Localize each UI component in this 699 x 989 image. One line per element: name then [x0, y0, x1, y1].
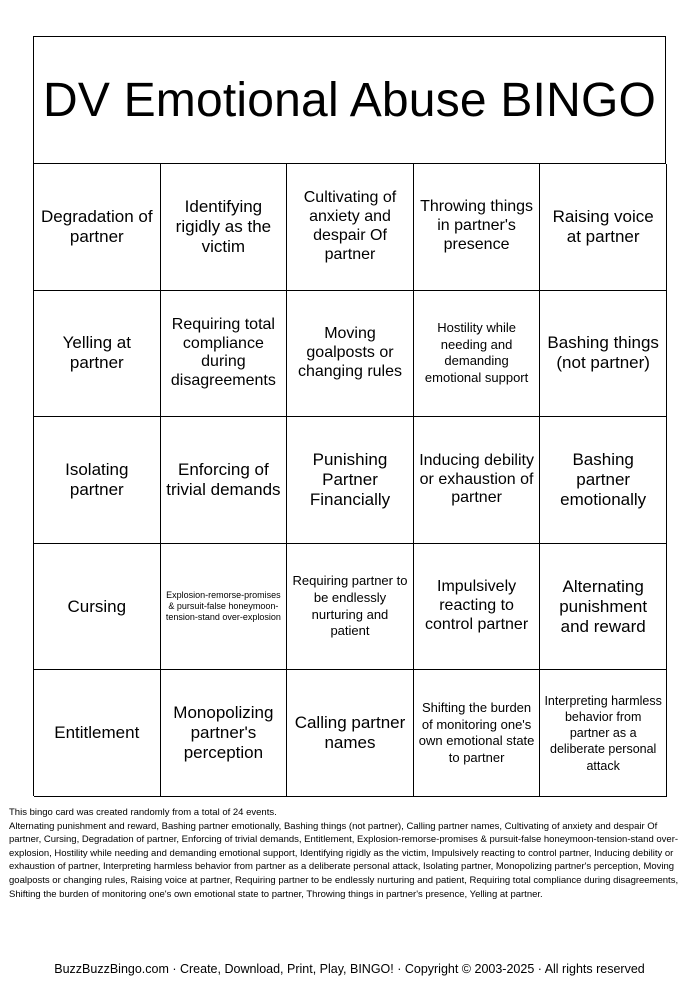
- bingo-cell: Explosion-remorse-promises & pursuit-false honeymoon-tension-stand over-explosion: [161, 544, 288, 671]
- event-list-info: [9, 806, 691, 901]
- bingo-cell: Impulsively reacting to control partner: [414, 544, 541, 671]
- bingo-grid: [34, 164, 667, 797]
- bingo-cell: Raising voice at partner: [540, 164, 667, 291]
- bingo-cell: Moving goalposts or changing rules: [287, 291, 414, 418]
- bingo-card: [33, 36, 666, 796]
- bingo-cell: Shifting the burden of monitoring one's own emotional state to partner: [414, 670, 541, 797]
- bingo-cell: Cursing: [34, 544, 161, 671]
- bingo-cell: Cultivating of anxiety and despair Of partner: [287, 164, 414, 291]
- bingo-cell: Requiring total compliance during disagreements: [161, 291, 288, 418]
- card-title: DV Emotional Abuse BINGO: [34, 37, 666, 164]
- copyright-footer: BuzzBuzzBingo.com · Create, Download, Print, Play, BINGO! · Copyright © 2003-2025 · All rights reserved: [54, 962, 645, 976]
- bingo-cell: Entitlement: [34, 670, 161, 797]
- bingo-cell: Alternating punishment and reward: [540, 544, 667, 671]
- bingo-cell: Requiring partner to be endlessly nurturing and patient: [287, 544, 414, 671]
- bingo-cell: Degradation of partner: [34, 164, 161, 291]
- bingo-cell: Throwing things in partner's presence: [414, 164, 541, 291]
- bingo-cell: Isolating partner: [34, 417, 161, 544]
- bingo-cell: Enforcing of trivial demands: [161, 417, 288, 544]
- event-list: Alternating punishment and reward, Bashing partner emotionally, Bashing things (not partner), Calling partner names, Cultivating of anxiety and despair Of partner, Cursing, Degradation of partner, Enforcing of trivial demands, Entitlement, Explosion-remorse-promises & pursuit-false honeymoon-tension-stand over-explosion, Hostility while needing and demanding emotional support, Identifying rigidly as the victim, Impulsively reacting to control partner, Inducing debility or exhaustion of partner, Interpreting harmless behavior from partner as a deliberate personal attack, Isolating partner, Monopolizing partner's perception, Moving goalposts or changing rules, Raising voice at partner, Requiring partner to be endlessly nurturing and patient, Requiring total compliance during disagreements, Shifting the burden of monitoring one's own emotional state to partner, Throwing things in partner's presence, Yelling at partner.: [9, 820, 679, 900]
- info-summary: This bingo card was created randomly from a total of 24 events.: [9, 807, 277, 818]
- bingo-cell: Identifying rigidly as the victim: [161, 164, 288, 291]
- bingo-cell: Interpreting harmless behavior from partner as a deliberate personal attack: [540, 670, 667, 797]
- bingo-cell: Bashing things (not partner): [540, 291, 667, 418]
- bingo-cell: Hostility while needing and demanding emotional support: [414, 291, 541, 418]
- bingo-cell: Punishing Partner Financially: [287, 417, 414, 544]
- bingo-cell: Inducing debility or exhaustion of partner: [414, 417, 541, 544]
- bingo-cell: Yelling at partner: [34, 291, 161, 418]
- bingo-cell: Calling partner names: [287, 670, 414, 797]
- bingo-cell: Bashing partner emotionally: [540, 417, 667, 544]
- bingo-cell: Monopolizing partner's perception: [161, 670, 288, 797]
